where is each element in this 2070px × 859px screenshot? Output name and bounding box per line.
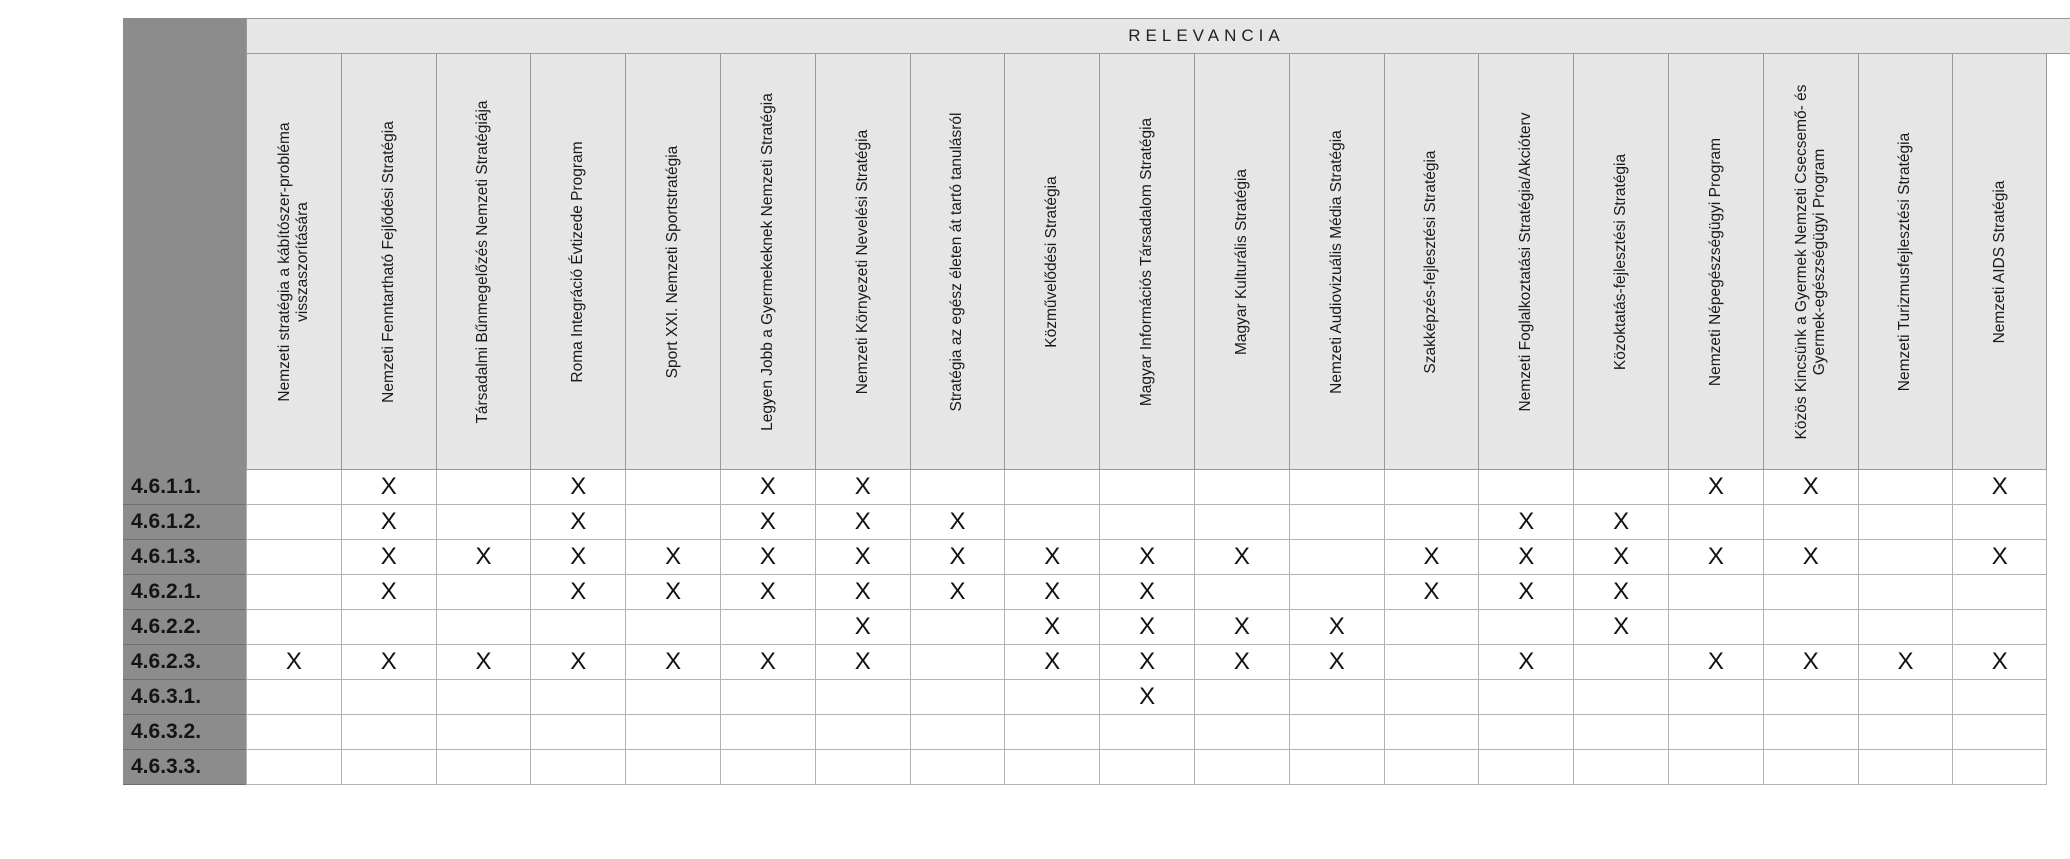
row-label: 4.6.3.3.	[123, 750, 246, 785]
column-header	[1952, 54, 2047, 470]
relevance-mark: X	[1099, 540, 1194, 575]
empty-cell	[246, 575, 341, 610]
empty-cell	[1478, 750, 1573, 785]
empty-cell	[1858, 750, 1953, 785]
empty-cell	[720, 750, 815, 785]
empty-cell	[436, 715, 531, 750]
relevance-mark: X	[341, 575, 436, 610]
empty-cell	[1858, 715, 1953, 750]
empty-cell	[910, 645, 1005, 680]
column-header	[1763, 54, 1858, 470]
empty-cell	[1668, 610, 1763, 645]
relevance-mark: X	[1099, 645, 1194, 680]
relevance-mark: X	[720, 645, 815, 680]
column-header-label: Legyen Jobb a Gyermekeknek Nemzeti Stratégia	[758, 92, 776, 431]
empty-cell	[1952, 610, 2047, 645]
empty-cell	[1289, 750, 1384, 785]
empty-cell	[341, 610, 436, 645]
relevance-mark: X	[1099, 575, 1194, 610]
relevance-mark: X	[910, 540, 1005, 575]
empty-cell	[1478, 610, 1573, 645]
relevance-mark: X	[530, 540, 625, 575]
relevance-mark: X	[815, 575, 910, 610]
empty-cell	[720, 610, 815, 645]
relevance-mark: X	[341, 505, 436, 540]
empty-cell	[720, 680, 815, 715]
empty-cell	[1668, 680, 1763, 715]
row-label: 4.6.3.2.	[123, 715, 246, 750]
empty-cell	[436, 505, 531, 540]
column-header	[436, 54, 531, 470]
empty-cell	[1858, 610, 1953, 645]
empty-cell	[341, 715, 436, 750]
empty-cell	[1858, 680, 1953, 715]
relevance-mark: X	[910, 575, 1005, 610]
empty-cell	[1194, 470, 1289, 505]
column-header-label: Nemzeti Audiovizuális Média Stratégia	[1327, 129, 1345, 394]
relevance-mark: X	[1478, 575, 1573, 610]
relevance-mark: X	[341, 540, 436, 575]
column-header-label: Társadalmi Bűnmegelőzés Nemzeti Stratégiája	[474, 99, 492, 424]
empty-cell	[436, 680, 531, 715]
empty-cell	[1478, 470, 1573, 505]
column-header	[1099, 54, 1194, 470]
empty-cell	[1384, 715, 1479, 750]
empty-cell	[1952, 750, 2047, 785]
empty-cell	[1004, 715, 1099, 750]
empty-cell	[246, 505, 341, 540]
relevance-mark: X	[1478, 540, 1573, 575]
empty-cell	[1573, 680, 1668, 715]
empty-cell	[1858, 540, 1953, 575]
relevance-mark: X	[436, 540, 531, 575]
relevance-mark: X	[530, 575, 625, 610]
relevance-mark: X	[1668, 470, 1763, 505]
relevance-mark: X	[341, 470, 436, 505]
empty-cell	[1478, 680, 1573, 715]
relevance-mark: X	[1004, 645, 1099, 680]
empty-cell	[910, 610, 1005, 645]
empty-cell	[1668, 715, 1763, 750]
row-label: 4.6.2.1.	[123, 575, 246, 610]
empty-cell	[1858, 470, 1953, 505]
empty-cell	[1194, 575, 1289, 610]
relevance-mark: X	[1952, 470, 2047, 505]
relevance-mark: X	[815, 470, 910, 505]
column-header	[1004, 54, 1099, 470]
empty-cell	[1858, 575, 1953, 610]
empty-cell	[1004, 505, 1099, 540]
empty-cell	[815, 680, 910, 715]
relevance-mark: X	[1763, 470, 1858, 505]
column-header-label: Nemzeti Foglalkoztatási Stratégia/Akcióterv	[1517, 112, 1535, 411]
corner-cell	[123, 18, 246, 470]
relevance-mark: X	[815, 610, 910, 645]
relevance-mark: X	[815, 505, 910, 540]
relevance-mark: X	[1763, 645, 1858, 680]
group-header: RELEVANCIA	[246, 18, 2070, 54]
column-header	[1668, 54, 1763, 470]
empty-cell	[1763, 610, 1858, 645]
empty-cell	[436, 610, 531, 645]
column-header	[530, 54, 625, 470]
relevance-mark: X	[1573, 540, 1668, 575]
column-header-label: Közoktatás-fejlesztési Stratégia	[1612, 153, 1630, 370]
empty-cell	[530, 680, 625, 715]
column-header-label: Nemzeti Környezeti Nevelési Stratégia	[853, 129, 871, 394]
empty-cell	[910, 715, 1005, 750]
empty-cell	[625, 750, 720, 785]
empty-cell	[341, 750, 436, 785]
empty-cell	[1289, 680, 1384, 715]
column-header	[720, 54, 815, 470]
relevance-mark: X	[1952, 645, 2047, 680]
column-header-label: Magyar Kulturális Stratégia	[1232, 168, 1250, 355]
empty-cell	[246, 610, 341, 645]
relevance-mark: X	[720, 505, 815, 540]
empty-cell	[1573, 645, 1668, 680]
relevance-mark: X	[1573, 610, 1668, 645]
empty-cell	[530, 715, 625, 750]
column-header-label: Közművelődési Stratégia	[1043, 175, 1061, 348]
relevance-mark: X	[720, 540, 815, 575]
relevance-mark: X	[1289, 645, 1384, 680]
column-header	[625, 54, 720, 470]
relevance-mark: X	[815, 540, 910, 575]
empty-cell	[910, 470, 1005, 505]
column-header-label: Roma Integráció Évtizede Program	[569, 140, 587, 383]
row-label: 4.6.3.1.	[123, 680, 246, 715]
relevance-mark: X	[720, 470, 815, 505]
relevance-mark: X	[1194, 645, 1289, 680]
relevance-mark: X	[1763, 540, 1858, 575]
relevance-mark: X	[246, 645, 341, 680]
relevance-mark: X	[1004, 575, 1099, 610]
relevance-mark: X	[341, 645, 436, 680]
empty-cell	[436, 575, 531, 610]
empty-cell	[1858, 505, 1953, 540]
column-header-label: Nemzeti stratégia a kábítószer-probléma visszaszorítására	[275, 121, 311, 402]
empty-cell	[910, 750, 1005, 785]
empty-cell	[436, 750, 531, 785]
empty-cell	[436, 470, 531, 505]
relevance-mark: X	[720, 575, 815, 610]
relevance-mark: X	[1004, 540, 1099, 575]
column-header	[1478, 54, 1573, 470]
empty-cell	[1289, 505, 1384, 540]
relevance-mark: X	[1952, 540, 2047, 575]
row-label: 4.6.1.1.	[123, 470, 246, 505]
empty-cell	[1478, 715, 1573, 750]
empty-cell	[1099, 470, 1194, 505]
relevance-mark: X	[1384, 540, 1479, 575]
empty-cell	[1763, 680, 1858, 715]
empty-cell	[1763, 750, 1858, 785]
empty-cell	[530, 750, 625, 785]
column-header-label: Nemzeti Turizmusfejlesztési Stratégia	[1896, 132, 1914, 391]
empty-cell	[625, 715, 720, 750]
relevance-mark: X	[1194, 540, 1289, 575]
relevance-mark: X	[625, 540, 720, 575]
relevance-mark: X	[815, 645, 910, 680]
relevance-mark: X	[1099, 680, 1194, 715]
empty-cell	[1289, 540, 1384, 575]
column-header	[815, 54, 910, 470]
empty-cell	[1099, 750, 1194, 785]
empty-cell	[1289, 715, 1384, 750]
column-header-label: Nemzeti Fenntartható Fejlődési Stratégia	[379, 120, 397, 403]
column-header	[1194, 54, 1289, 470]
empty-cell	[1668, 750, 1763, 785]
relevance-mark: X	[625, 575, 720, 610]
empty-cell	[1952, 715, 2047, 750]
empty-cell	[1384, 505, 1479, 540]
relevance-mark: X	[1858, 645, 1953, 680]
empty-cell	[1289, 575, 1384, 610]
empty-cell	[1289, 470, 1384, 505]
empty-cell	[720, 715, 815, 750]
empty-cell	[1952, 575, 2047, 610]
empty-cell	[246, 540, 341, 575]
column-header-label: Stratégia az egész életen át tartó tanulásról	[948, 112, 966, 411]
column-header	[1289, 54, 1384, 470]
relevance-mark: X	[1194, 610, 1289, 645]
empty-cell	[1194, 505, 1289, 540]
relevance-mark: X	[530, 470, 625, 505]
empty-cell	[530, 610, 625, 645]
empty-cell	[1004, 470, 1099, 505]
column-header	[1384, 54, 1479, 470]
column-header	[1573, 54, 1668, 470]
relevance-mark: X	[1384, 575, 1479, 610]
column-header-label: Közös Kincsünk a Gyermek Nemzeti Csecsemő- és Gyermek-egészségügyi Program	[1792, 84, 1828, 439]
row-label: 4.6.2.3.	[123, 645, 246, 680]
relevance-mark: X	[625, 645, 720, 680]
empty-cell	[1952, 680, 2047, 715]
empty-cell	[1952, 505, 2047, 540]
column-header-label: Nemzeti Népegészségügyi Program	[1706, 137, 1724, 386]
relevance-mark: X	[1668, 645, 1763, 680]
column-header	[1858, 54, 1953, 470]
relevance-mark: X	[436, 645, 531, 680]
column-header	[246, 54, 341, 470]
relevance-mark: X	[1289, 610, 1384, 645]
column-header	[341, 54, 436, 470]
empty-cell	[625, 470, 720, 505]
empty-cell	[1194, 680, 1289, 715]
empty-cell	[1384, 750, 1479, 785]
empty-cell	[1763, 575, 1858, 610]
empty-cell	[341, 680, 436, 715]
relevance-mark: X	[910, 505, 1005, 540]
empty-cell	[1194, 715, 1289, 750]
row-label: 4.6.2.2.	[123, 610, 246, 645]
empty-cell	[1763, 505, 1858, 540]
empty-cell	[1384, 680, 1479, 715]
empty-cell	[1573, 715, 1668, 750]
column-header	[910, 54, 1005, 470]
empty-cell	[910, 680, 1005, 715]
empty-cell	[815, 750, 910, 785]
empty-cell	[1099, 715, 1194, 750]
empty-cell	[625, 505, 720, 540]
column-header-label: Sport XXI. Nemzeti Sportstratégia	[664, 145, 682, 378]
empty-cell	[246, 680, 341, 715]
row-label: 4.6.1.3.	[123, 540, 246, 575]
empty-cell	[625, 680, 720, 715]
empty-cell	[1384, 470, 1479, 505]
empty-cell	[246, 470, 341, 505]
empty-cell	[1194, 750, 1289, 785]
relevance-mark: X	[530, 645, 625, 680]
empty-cell	[1099, 505, 1194, 540]
empty-cell	[246, 750, 341, 785]
empty-cell	[1668, 575, 1763, 610]
empty-cell	[1004, 680, 1099, 715]
empty-cell	[815, 715, 910, 750]
relevance-mark: X	[1099, 610, 1194, 645]
relevance-mark: X	[1573, 505, 1668, 540]
relevance-mark: X	[1573, 575, 1668, 610]
relevance-mark: X	[1478, 505, 1573, 540]
empty-cell	[1573, 470, 1668, 505]
empty-cell	[246, 715, 341, 750]
relevance-mark: X	[530, 505, 625, 540]
empty-cell	[1384, 610, 1479, 645]
empty-cell	[1004, 750, 1099, 785]
relevance-mark: X	[1478, 645, 1573, 680]
row-label: 4.6.1.2.	[123, 505, 246, 540]
relevance-mark: X	[1004, 610, 1099, 645]
column-header-label: Magyar Információs Társadalom Stratégia	[1138, 117, 1156, 406]
column-header-label: Nemzeti AIDS Stratégia	[1990, 180, 2008, 343]
column-header-label: Szakképzés-fejlesztési Stratégia	[1422, 149, 1440, 374]
empty-cell	[1668, 505, 1763, 540]
empty-cell	[625, 610, 720, 645]
empty-cell	[1763, 715, 1858, 750]
relevance-mark: X	[1668, 540, 1763, 575]
empty-cell	[1573, 750, 1668, 785]
empty-cell	[1384, 645, 1479, 680]
